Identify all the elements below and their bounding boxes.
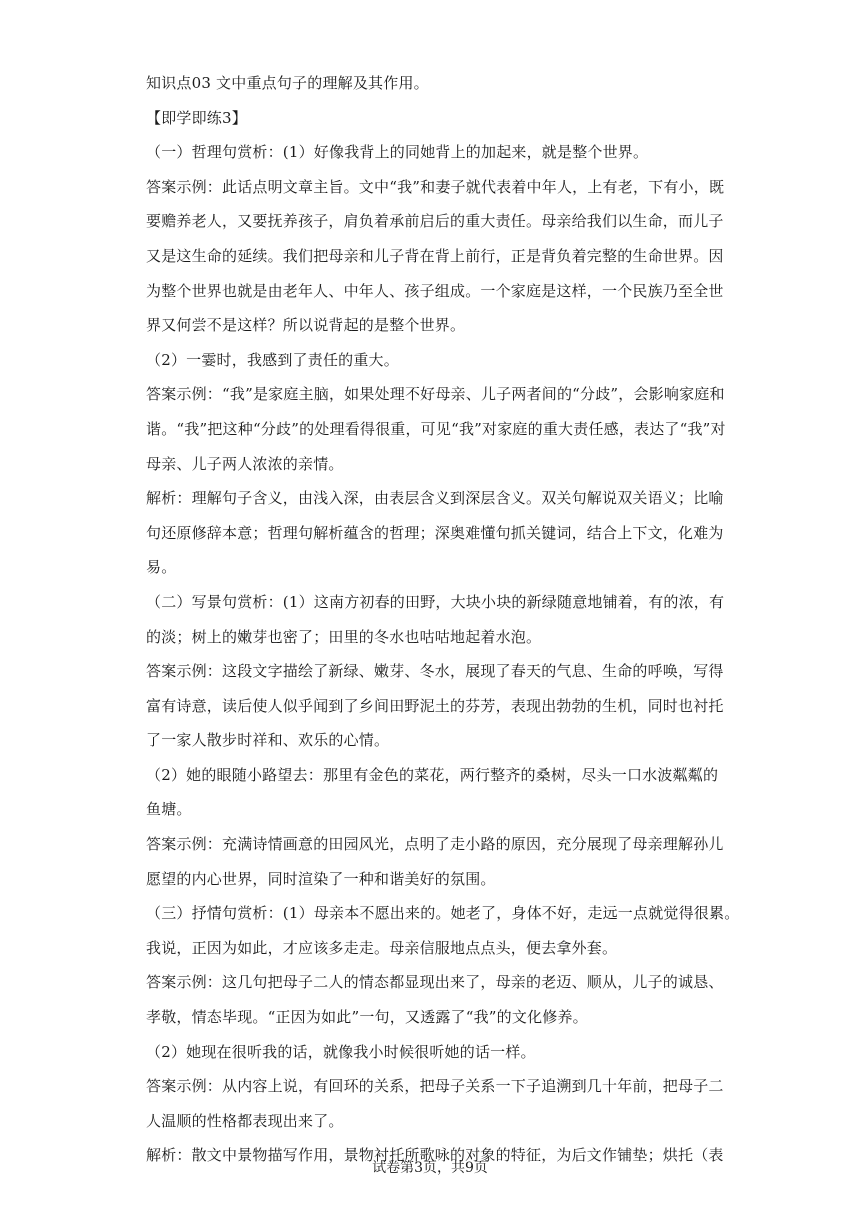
text-line-2: 【即学即练3】 — [146, 108, 247, 127]
document-body — [146, 66, 740, 1173]
text-line-8: 界又何尝不是这样？所以说背起的是整个世界。 — [146, 316, 466, 335]
text-line-20: 了一家人散步时祥和、欢乐的心情。 — [146, 731, 390, 750]
text-line-16: （二）写景句赏析：(1）这南方初春的田野，大块小块的新绿随意地铺着，有的浓，有 — [146, 592, 725, 611]
text-line-21: （2）她的眼随小路望去：那里有金色的菜花，两行整齐的桑树，尽头一口水波粼粼的 — [146, 765, 719, 784]
text-line-24: 愿望的内心世界，同时渲染了一种和谐美好的氛围。 — [146, 869, 496, 888]
text-line-28: 孝敬，情态毕现。“正因为如此”一句，又透露了“我”的文化修养。 — [146, 1008, 588, 1027]
text-line-18: 答案示例：这段文字描绘了新绿、嫩芽、冬水，展现了春天的气息、生命的呼唤，写得 — [146, 662, 724, 681]
text-line-30: 答案示例：从内容上说，有回环的关系，把母子关系一下子追溯到几十年前，把母子二 — [146, 1077, 724, 1096]
text-line-13: 解析：理解句子含义，由浅入深，由表层含义到深层含义。双关句解说双关语义；比喻 — [146, 489, 724, 508]
text-line-5: 要赡养老人，又要抚养孩子，肩负着承前启后的重大责任。母亲给我们以生命，而儿子 — [146, 212, 724, 231]
text-line-1: 知识点03 文中重点句子的理解及其作用。 — [146, 74, 429, 92]
text-line-9: （2）一霎时，我感到了责任的重大。 — [146, 350, 399, 369]
text-line-4: 答案示例：此话点明文章主旨。文中“我”和妻子就代表着中年人，上有老，下有小，既 — [146, 177, 725, 196]
text-line-14: 句还原修辞本意；哲理句解析蕴含的哲理；深奥难懂句抓关键词，结合上下文，化难为 — [146, 523, 724, 542]
text-line-7: 为整个世界也就是由老年人、中年人、孩子组成。一个家庭是这样，一个民族乃至全世 — [146, 281, 724, 300]
text-line-23: 答案示例：充满诗情画意的田园风光，点明了走小路的原因，充分展现了母亲理解孙儿 — [146, 835, 724, 854]
text-line-6: 又是这生命的延续。我们把母亲和儿子背在背上前行，正是背负着完整的生命世界。因 — [146, 246, 724, 265]
text-line-10: 答案示例：“我”是家庭主脑，如果处理不好母亲、儿子两者间的“分歧”，会影响家庭和 — [146, 385, 725, 404]
text-line-31: 人温顺的性格都表现出来了。 — [146, 1111, 344, 1130]
text-line-3: （一）哲理句赏析：(1）好像我背上的同她背上的加起来，就是整个世界。 — [146, 143, 649, 162]
text-line-17: 的淡；树上的嫩芽也密了；田里的冬水也咕咕地起着水泡。 — [146, 627, 542, 646]
text-line-26: 我说，正因为如此，才应该多走走。母亲信服地点点头，便去拿外套。 — [146, 938, 618, 957]
text-line-25: （三）抒情句赏析：(1）母亲本不愿出来的。她老了，身体不好，走远一点就觉得很累。 — [146, 904, 740, 923]
text-line-32: 解析：散文中景物描写作用，景物衬托所歌咏的对象的特征，为后文作铺垫；烘托（表 — [146, 1146, 724, 1165]
text-line-29: （2）她现在很听我的话，就像我小时候很听她的话一样。 — [146, 1042, 536, 1061]
text-line-27: 答案示例：这几句把母子二人的情态都显现出来了，母亲的老迈、顺从，儿子的诚恳、 — [146, 973, 724, 992]
page-footer: 试卷第3页，共9页 — [372, 1160, 488, 1176]
text-line-19: 富有诗意，读后使人似乎闻到了乡间田野泥土的芬芳，表现出勃勃的生机，同时也衬托 — [146, 696, 724, 715]
text-line-11: 谐。“我”把这种“分歧”的处理看得很重，可见“我”对家庭的重大责任感，表达了“我”对 — [146, 419, 726, 438]
text-line-22: 鱼塘。 — [146, 800, 192, 819]
text-line-15: 易。 — [146, 558, 177, 577]
text-line-12: 母亲、儿子两人浓浓的亲情。 — [146, 454, 344, 473]
